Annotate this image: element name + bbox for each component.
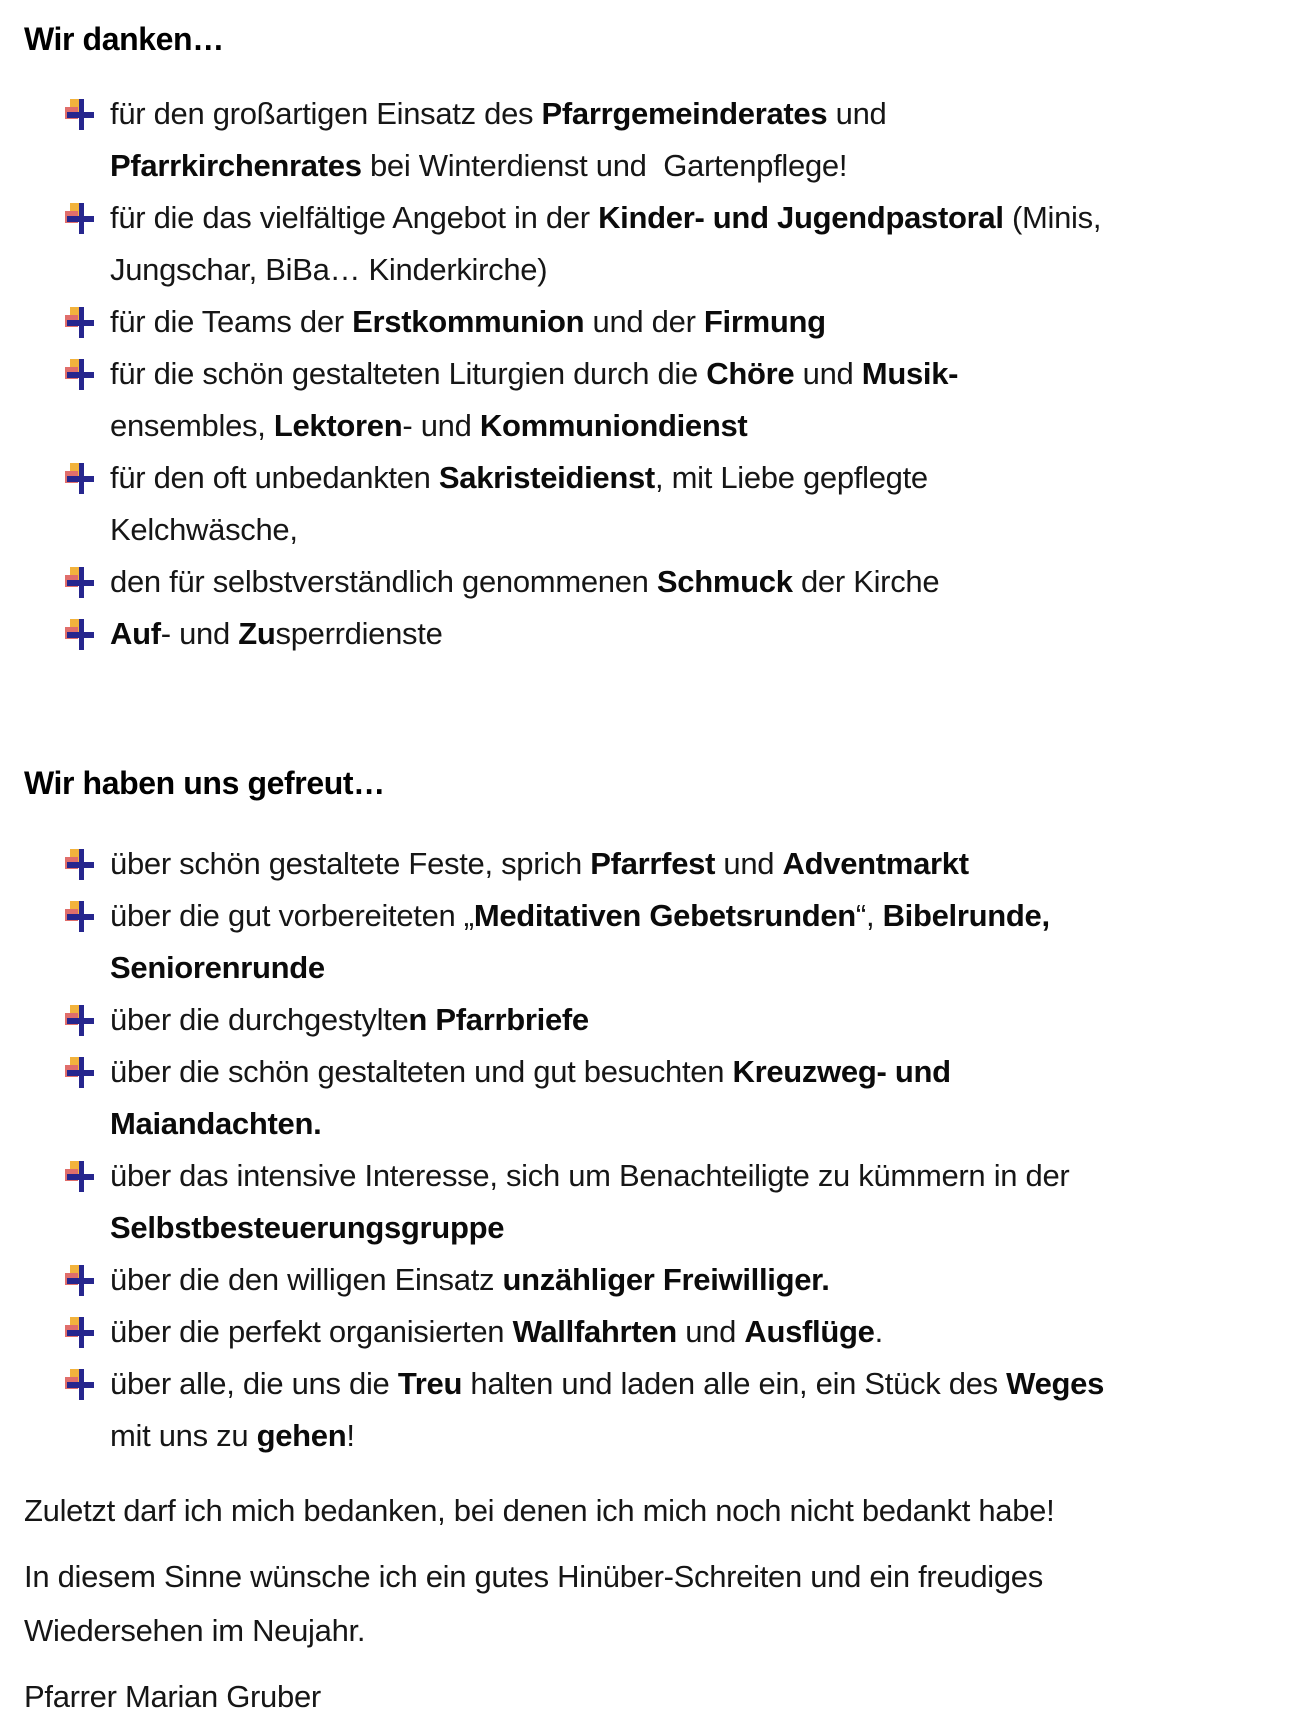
colored-cross-bullet-icon <box>64 1317 94 1349</box>
text-run: und <box>827 96 887 131</box>
text-run: und der <box>584 304 704 339</box>
text-run: über die perfekt organisierten <box>110 1314 513 1349</box>
text-run: über die durchgestylte <box>110 1002 409 1037</box>
list-item <box>64 348 1273 452</box>
list-item-text <box>110 890 1050 994</box>
text-run: bei Winterdienst und Gartenpflege! <box>361 148 848 183</box>
bold-text-run: Maiandachten. <box>110 1106 322 1141</box>
colored-cross-bullet-icon <box>64 1161 94 1193</box>
bullet-horizontal-bar-icon <box>67 112 94 118</box>
text-run: über die gut vorbereiteten „ <box>110 898 474 933</box>
list-item <box>64 296 1273 348</box>
colored-cross-bullet-icon <box>64 619 94 651</box>
text-run: In diesem Sinne wünsche ich ein gutes Hinüber-Schreiten und ein freudiges <box>24 1559 1043 1594</box>
text-run: sperrdienste <box>275 616 443 651</box>
list-item-text <box>110 88 886 192</box>
text-run: Zuletzt darf ich mich bedanken, bei denen ich mich noch nicht bedankt habe! <box>24 1493 1055 1528</box>
bullet-horizontal-bar-icon <box>67 372 94 378</box>
closing-thanks-paragraph <box>24 1484 1273 1538</box>
text-run: für den oft unbedankten <box>110 460 439 495</box>
section-heading-danken: Wir danken… <box>24 21 224 57</box>
list-item-text <box>110 1306 883 1358</box>
list-item-text <box>110 348 958 452</box>
list-item <box>64 994 1273 1046</box>
bold-text-run: Ausflüge <box>744 1314 875 1349</box>
list-item <box>64 1254 1273 1306</box>
bullet-horizontal-bar-icon <box>67 320 94 326</box>
bold-text-run: Kreuzweg- und <box>732 1054 951 1089</box>
bullet-horizontal-bar-icon <box>67 862 94 868</box>
bullet-horizontal-bar-icon <box>67 632 94 638</box>
bold-text-run: gehen <box>256 1418 347 1453</box>
colored-cross-bullet-icon <box>64 463 94 495</box>
bold-text-run: Pfarrkirchenrates <box>110 148 362 183</box>
bold-text-run: Erstkommunion <box>352 304 585 339</box>
list-item-text <box>110 556 939 608</box>
list-item-text <box>110 452 928 556</box>
text-run: der Kirche <box>792 564 940 599</box>
list-item-text <box>110 296 826 348</box>
list-item-text <box>110 1254 830 1306</box>
list-item-text <box>110 192 1101 296</box>
bullet-horizontal-bar-icon <box>67 580 94 586</box>
list-item <box>64 88 1273 192</box>
list-item <box>64 838 1273 890</box>
text-run: - und <box>402 408 480 443</box>
bullet-horizontal-bar-icon <box>67 914 94 920</box>
text-run: - und <box>160 616 239 651</box>
bold-text-run: Schmuck <box>656 564 793 599</box>
bold-text-run: Musik- <box>861 356 959 391</box>
text-run: für die schön gestalteten Liturgien durch die <box>110 356 707 391</box>
colored-cross-bullet-icon <box>64 901 94 933</box>
text-run: und <box>794 356 862 391</box>
list-item <box>64 1046 1273 1150</box>
list-item <box>64 1358 1273 1462</box>
bold-text-run: Seniorenrunde <box>110 950 325 985</box>
text-run: . <box>874 1314 883 1349</box>
colored-cross-bullet-icon <box>64 567 94 599</box>
bullet-horizontal-bar-icon <box>67 1330 94 1336</box>
bold-text-run: Meditativen Gebetsrunden <box>473 898 856 933</box>
colored-cross-bullet-icon <box>64 99 94 131</box>
list-item-text <box>110 1150 1069 1254</box>
bold-text-run: Bibelrunde, <box>882 898 1050 933</box>
text-run: mit uns zu <box>110 1418 257 1453</box>
text-run: und <box>715 846 783 881</box>
colored-cross-bullet-icon <box>64 1057 94 1089</box>
list-item-text <box>110 838 969 890</box>
new-year-wish-paragraph <box>24 1550 1273 1658</box>
text-run: Wiedersehen im Neujahr. <box>24 1613 366 1648</box>
bold-text-run: Pfarrfest <box>590 846 716 881</box>
bullet-horizontal-bar-icon <box>67 1018 94 1024</box>
bold-text-run: Weges <box>1006 1366 1105 1401</box>
text-run: für die das vielfältige Angebot in der <box>110 200 599 235</box>
bold-text-run: n Pfarrbriefe <box>408 1002 589 1037</box>
text-run: ! <box>346 1418 355 1453</box>
text-run: ensembles, <box>110 408 274 443</box>
text-run: den für selbstverständlich genommenen <box>110 564 657 599</box>
bullet-horizontal-bar-icon <box>67 216 94 222</box>
bold-text-run: Firmung <box>703 304 826 339</box>
bold-text-run: Pfarrgemeinderates <box>541 96 828 131</box>
list-item <box>64 556 1273 608</box>
bold-text-run: Chöre <box>706 356 795 391</box>
colored-cross-bullet-icon <box>64 1265 94 1297</box>
text-run: über das intensive Interesse, sich um Benachteiligte zu kümmern in der <box>110 1158 1070 1193</box>
text-run: und <box>676 1314 745 1349</box>
bullet-horizontal-bar-icon <box>67 1278 94 1284</box>
list-item-text <box>110 1046 951 1150</box>
bold-text-run: Wallfahrten <box>512 1314 677 1349</box>
colored-cross-bullet-icon <box>64 359 94 391</box>
signature-paragraph <box>24 1670 1273 1724</box>
section-heading-gefreut: Wir haben uns gefreut… <box>24 765 385 801</box>
text-run: “, <box>855 898 883 933</box>
text-run: halten und laden alle ein, ein Stück des <box>462 1366 1007 1401</box>
bold-text-run: unzähliger Freiwilliger. <box>502 1262 830 1297</box>
text-run: über die schön gestalteten und gut besuchten <box>110 1054 733 1089</box>
list-item-text <box>110 608 443 660</box>
text-run: Pfarrer Marian Gruber <box>24 1679 321 1714</box>
text-run: für die Teams der <box>110 304 353 339</box>
text-run: , mit Liebe gepflegte <box>654 460 928 495</box>
text-run: Jungschar, BiBa… Kinderkirche) <box>110 252 548 287</box>
list-item <box>64 1306 1273 1358</box>
text-run: über die den willigen Einsatz <box>110 1262 503 1297</box>
list-item <box>64 608 1273 660</box>
list-item-text <box>110 994 589 1046</box>
list-item <box>64 192 1273 296</box>
bold-text-run: Lektoren <box>273 408 403 443</box>
text-run: über alle, die uns die <box>110 1366 398 1401</box>
bold-text-run: Kommuniondienst <box>479 408 748 443</box>
text-run: Kelchwäsche, <box>110 512 298 547</box>
bold-text-run: Treu <box>397 1366 463 1401</box>
bold-text-run: Auf <box>110 616 161 651</box>
colored-cross-bullet-icon <box>64 307 94 339</box>
list-item <box>64 452 1273 556</box>
list-item-text <box>110 1358 1104 1462</box>
colored-cross-bullet-icon <box>64 849 94 881</box>
gefreut-list <box>24 838 1273 1462</box>
colored-cross-bullet-icon <box>64 1369 94 1401</box>
bullet-horizontal-bar-icon <box>67 1070 94 1076</box>
text-run: für den großartigen Einsatz des <box>110 96 542 131</box>
list-item <box>64 890 1273 994</box>
bold-text-run: Selbstbesteuerungsgruppe <box>110 1210 505 1245</box>
bullet-horizontal-bar-icon <box>67 1382 94 1388</box>
bullet-horizontal-bar-icon <box>67 1174 94 1180</box>
danken-list <box>24 88 1273 660</box>
bold-text-run: Sakristeidienst <box>438 460 655 495</box>
text-run: (Minis, <box>1003 200 1102 235</box>
colored-cross-bullet-icon <box>64 1005 94 1037</box>
text-run: über schön gestaltete Feste, sprich <box>110 846 591 881</box>
bold-text-run: Kinder- und Jugendpastoral <box>598 200 1004 235</box>
bold-text-run: Adventmarkt <box>782 846 969 881</box>
colored-cross-bullet-icon <box>64 203 94 235</box>
bold-text-run: Zu <box>238 616 276 651</box>
list-item <box>64 1150 1273 1254</box>
bullet-horizontal-bar-icon <box>67 476 94 482</box>
